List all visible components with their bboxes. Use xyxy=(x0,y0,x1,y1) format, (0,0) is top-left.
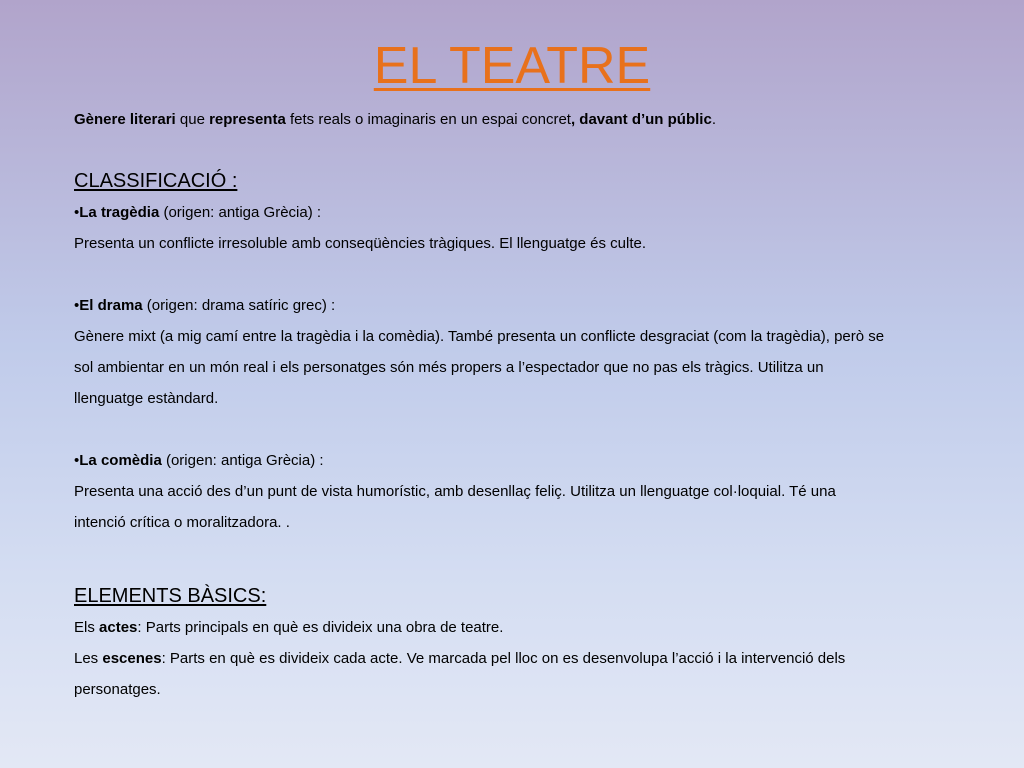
genre-origin: (origen: antiga Grècia) : xyxy=(159,204,322,221)
acts-term: actes xyxy=(99,619,138,636)
genre-description-line: sol ambientar en un món real i els personatges són més propers a l’espectador que no pas els tràgics. Utilitza un xyxy=(74,359,824,376)
scenes-line xyxy=(74,643,998,674)
spacer xyxy=(74,259,998,290)
definition-line xyxy=(74,104,998,135)
genre-description-line: llenguatge estàndard. xyxy=(74,390,219,407)
genre-description-line: Presenta una acció des d’un punt de vista humorístic, amb desenllaç feliç. Utilitza un llenguatge col·loquial. Té una xyxy=(74,483,836,500)
genre-title-comedy xyxy=(74,445,998,476)
slide-content xyxy=(74,104,998,705)
bullet: • xyxy=(74,204,80,221)
definition-term: Gènere literari xyxy=(74,111,176,128)
genre-name: La comèdia xyxy=(79,452,162,469)
scenes-prefix: Les xyxy=(74,650,103,667)
bullet: • xyxy=(74,452,80,469)
definition-text: que xyxy=(175,111,210,128)
classification-heading-line xyxy=(74,166,998,197)
slide-title: EL TEATRE xyxy=(373,37,651,95)
elements-heading: ELEMENTS BÀSICS: xyxy=(74,585,267,607)
genre-description-line: Gènere mixt (a mig camí entre la tragèdia i la comèdia). També presenta un conflicte desgraciat (com la tragèdia), però se xyxy=(74,328,885,345)
scenes-term: escenes xyxy=(102,650,162,667)
definition-verb: representa xyxy=(209,111,286,128)
spacer xyxy=(74,414,998,445)
genre-description-line: intenció crítica o moralitzadora. . xyxy=(74,514,290,531)
scenes-text: : Parts en què es divideix cada acte. Ve marcada pel lloc on es desenvolupa l’acció i la intervenció dels xyxy=(161,650,846,667)
genre-origin: (origen: antiga Grècia) : xyxy=(161,452,324,469)
genre-description: Presenta un conflicte irresoluble amb conseqüències tràgiques. El llenguatge és culte. xyxy=(74,235,647,252)
spacer xyxy=(74,569,998,581)
spacer xyxy=(74,135,998,166)
acts-line xyxy=(74,612,998,643)
bullet: • xyxy=(74,297,80,314)
spacer xyxy=(74,538,998,569)
acts-text: : Parts principals en què es divideix una obra de teatre. xyxy=(137,619,504,636)
genre-title-drama xyxy=(74,290,998,321)
genre-title-tragedy xyxy=(74,197,998,228)
definition-audience: , davant d’un públic xyxy=(570,111,712,128)
genre-name: La tragèdia xyxy=(79,204,160,221)
genre-name: El drama xyxy=(79,297,143,314)
definition-text: fets reals o imaginaris en un espai concret xyxy=(285,111,571,128)
scenes-line-continued: personatges. xyxy=(74,681,161,698)
genre-origin: (origen: drama satíric grec) : xyxy=(142,297,336,314)
classification-heading: CLASSIFICACIÓ : xyxy=(74,170,238,192)
definition-period: . xyxy=(711,111,716,128)
acts-prefix: Els xyxy=(74,619,100,636)
elements-heading-line xyxy=(74,581,998,612)
